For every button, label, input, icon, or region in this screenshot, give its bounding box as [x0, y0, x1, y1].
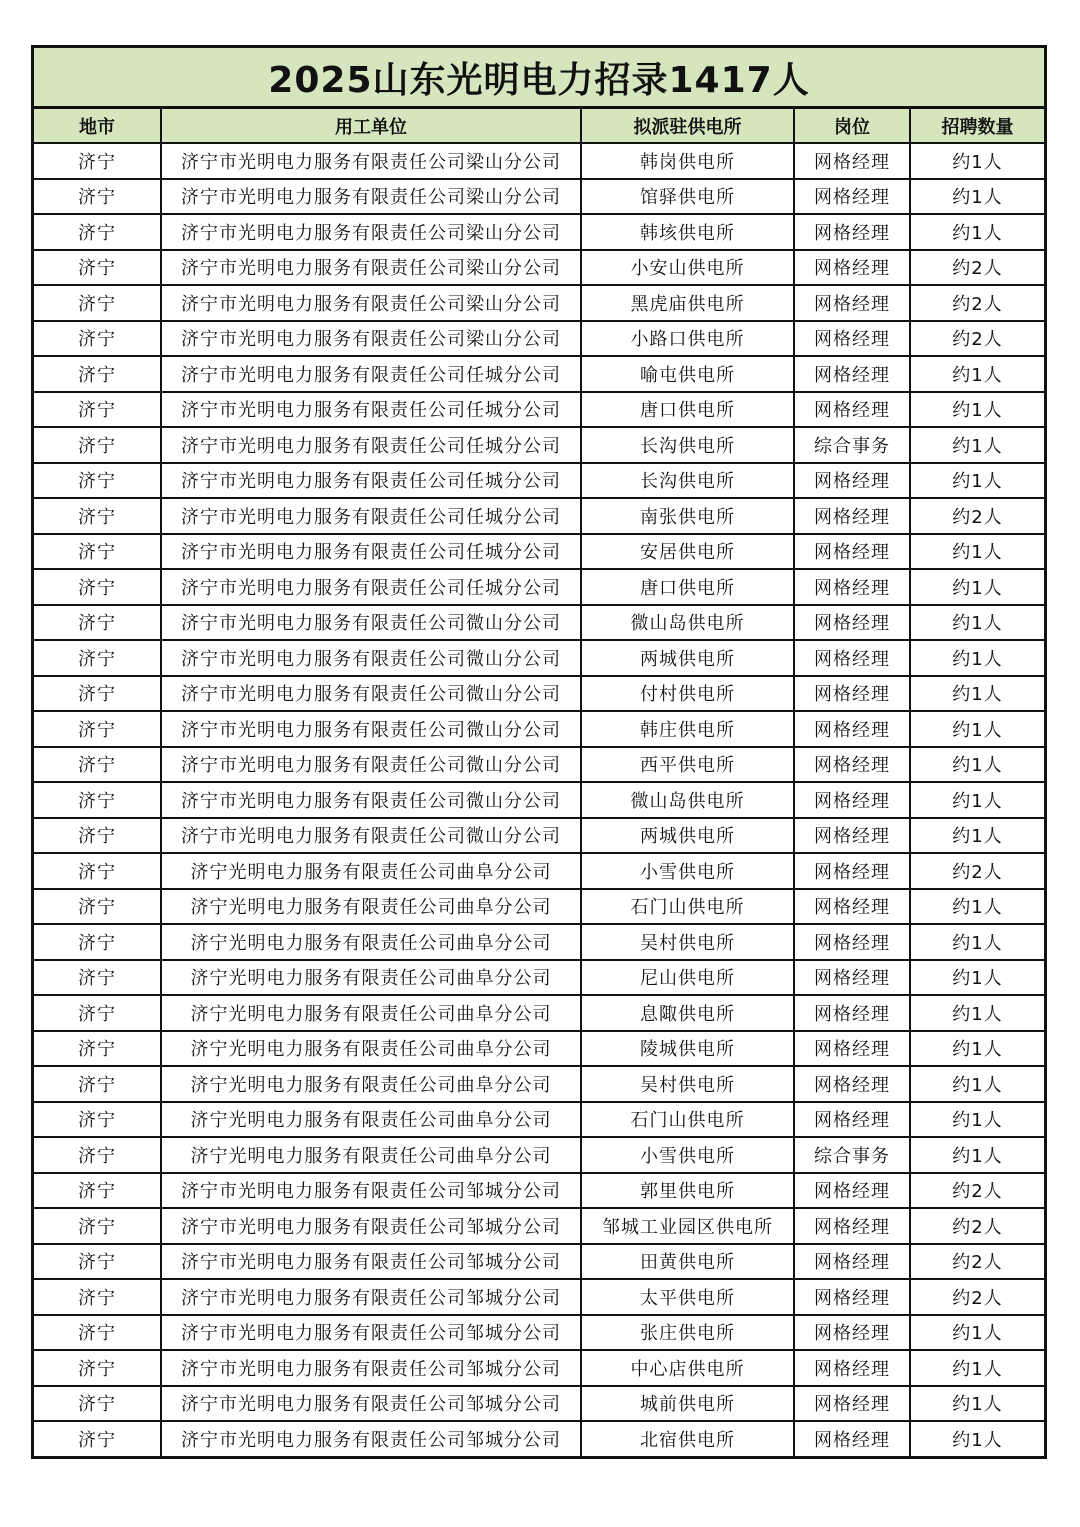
cell-position: 网格经理: [794, 1031, 910, 1067]
cell-employer: 济宁光明电力服务有限责任公司曲阜分公司: [161, 924, 581, 960]
cell-headcount: 约1人: [910, 960, 1044, 996]
cell-headcount: 约1人: [910, 640, 1044, 676]
cell-employer: 济宁市光明电力服务有限责任公司任城分公司: [161, 569, 581, 605]
cell-city: 济宁: [34, 782, 161, 818]
table-row: [34, 1350, 1044, 1386]
header-row: [34, 109, 1044, 143]
table-row: [34, 1102, 1044, 1138]
header-position: 岗位: [794, 109, 910, 143]
cell-city: 济宁: [34, 356, 161, 392]
cell-position: 综合事务: [794, 427, 910, 463]
cell-headcount: 约1人: [910, 143, 1044, 179]
cell-employer: 济宁市光明电力服务有限责任公司微山分公司: [161, 782, 581, 818]
cell-employer: 济宁市光明电力服务有限责任公司梁山分公司: [161, 250, 581, 286]
cell-position: 网格经理: [794, 285, 910, 321]
cell-city: 济宁: [34, 924, 161, 960]
cell-position: 网格经理: [794, 1173, 910, 1209]
cell-employer: 济宁市光明电力服务有限责任公司梁山分公司: [161, 179, 581, 215]
cell-position: 网格经理: [794, 250, 910, 286]
cell-station: 唐口供电所: [581, 569, 794, 605]
cell-position: 网格经理: [794, 1315, 910, 1351]
cell-headcount: 约1人: [910, 1031, 1044, 1067]
cell-station: 安居供电所: [581, 534, 794, 570]
cell-position: 网格经理: [794, 1102, 910, 1138]
cell-position: 网格经理: [794, 924, 910, 960]
table-row: [34, 285, 1044, 321]
table-row: [34, 1315, 1044, 1351]
cell-employer: 济宁光明电力服务有限责任公司曲阜分公司: [161, 1137, 581, 1173]
cell-city: 济宁: [34, 285, 161, 321]
table-row: [34, 853, 1044, 889]
cell-station: 微山岛供电所: [581, 605, 794, 641]
cell-city: 济宁: [34, 427, 161, 463]
cell-headcount: 约1人: [910, 427, 1044, 463]
cell-position: 网格经理: [794, 214, 910, 250]
cell-position: 网格经理: [794, 1386, 910, 1422]
cell-employer: 济宁市光明电力服务有限责任公司邹城分公司: [161, 1421, 581, 1456]
table-row: [34, 321, 1044, 357]
table-row: [34, 640, 1044, 676]
cell-headcount: 约1人: [910, 924, 1044, 960]
cell-city: 济宁: [34, 605, 161, 641]
cell-city: 济宁: [34, 569, 161, 605]
cell-headcount: 约1人: [910, 179, 1044, 215]
cell-city: 济宁: [34, 640, 161, 676]
cell-station: 小路口供电所: [581, 321, 794, 357]
table-row: [34, 498, 1044, 534]
table-row: [34, 995, 1044, 1031]
cell-headcount: 约1人: [910, 1137, 1044, 1173]
cell-position: 网格经理: [794, 321, 910, 357]
cell-city: 济宁: [34, 747, 161, 783]
cell-city: 济宁: [34, 889, 161, 925]
cell-city: 济宁: [34, 1350, 161, 1386]
cell-headcount: 约1人: [910, 676, 1044, 712]
cell-position: 网格经理: [794, 1066, 910, 1102]
cell-station: 两城供电所: [581, 640, 794, 676]
cell-headcount: 约1人: [910, 889, 1044, 925]
cell-position: 网格经理: [794, 1208, 910, 1244]
cell-employer: 济宁市光明电力服务有限责任公司微山分公司: [161, 640, 581, 676]
cell-employer: 济宁市光明电力服务有限责任公司任城分公司: [161, 498, 581, 534]
cell-employer: 济宁市光明电力服务有限责任公司邹城分公司: [161, 1244, 581, 1280]
table-row: [34, 1386, 1044, 1422]
table-row: [34, 924, 1044, 960]
cell-city: 济宁: [34, 818, 161, 854]
header-employer: 用工单位: [161, 109, 581, 143]
cell-station: 小安山供电所: [581, 250, 794, 286]
cell-headcount: 约1人: [910, 356, 1044, 392]
cell-employer: 济宁市光明电力服务有限责任公司微山分公司: [161, 676, 581, 712]
cell-station: 小雪供电所: [581, 853, 794, 889]
cell-position: 网格经理: [794, 640, 910, 676]
recruitment-table: [34, 109, 1044, 1456]
cell-position: 网格经理: [794, 498, 910, 534]
cell-station: 长沟供电所: [581, 427, 794, 463]
cell-position: 网格经理: [794, 569, 910, 605]
cell-city: 济宁: [34, 1102, 161, 1138]
cell-headcount: 约2人: [910, 250, 1044, 286]
cell-position: 网格经理: [794, 889, 910, 925]
cell-position: 网格经理: [794, 356, 910, 392]
cell-employer: 济宁光明电力服务有限责任公司曲阜分公司: [161, 889, 581, 925]
cell-position: 网格经理: [794, 782, 910, 818]
table-row: [34, 676, 1044, 712]
cell-employer: 济宁市光明电力服务有限责任公司任城分公司: [161, 463, 581, 499]
page-title: 2025山东光明电力招录1417人: [34, 48, 1044, 109]
table-row: [34, 356, 1044, 392]
cell-employer: 济宁市光明电力服务有限责任公司任城分公司: [161, 534, 581, 570]
cell-headcount: 约2人: [910, 1173, 1044, 1209]
table-row: [34, 1208, 1044, 1244]
cell-station: 吴村供电所: [581, 1066, 794, 1102]
cell-station: 吴村供电所: [581, 924, 794, 960]
table-row: [34, 1066, 1044, 1102]
cell-station: 尼山供电所: [581, 960, 794, 996]
cell-headcount: 约1人: [910, 569, 1044, 605]
cell-position: 网格经理: [794, 1244, 910, 1280]
cell-headcount: 约1人: [910, 1350, 1044, 1386]
cell-position: 网格经理: [794, 1421, 910, 1456]
cell-station: 黑虎庙供电所: [581, 285, 794, 321]
cell-employer: 济宁光明电力服务有限责任公司曲阜分公司: [161, 1031, 581, 1067]
cell-employer: 济宁光明电力服务有限责任公司曲阜分公司: [161, 960, 581, 996]
cell-headcount: 约2人: [910, 498, 1044, 534]
cell-station: 息陬供电所: [581, 995, 794, 1031]
cell-headcount: 约1人: [910, 747, 1044, 783]
cell-city: 济宁: [34, 1315, 161, 1351]
cell-position: 网格经理: [794, 960, 910, 996]
cell-station: 郭里供电所: [581, 1173, 794, 1209]
cell-employer: 济宁市光明电力服务有限责任公司邹城分公司: [161, 1386, 581, 1422]
table-row: [34, 250, 1044, 286]
table-row: [34, 782, 1044, 818]
cell-station: 韩庄供电所: [581, 711, 794, 747]
cell-city: 济宁: [34, 1066, 161, 1102]
table-row: [34, 143, 1044, 179]
table-row: [34, 463, 1044, 499]
header-station: 拟派驻供电所: [581, 109, 794, 143]
cell-employer: 济宁市光明电力服务有限责任公司微山分公司: [161, 711, 581, 747]
cell-position: 网格经理: [794, 853, 910, 889]
table-row: [34, 214, 1044, 250]
table-row: [34, 1137, 1044, 1173]
cell-headcount: 约1人: [910, 782, 1044, 818]
cell-station: 太平供电所: [581, 1279, 794, 1315]
cell-employer: 济宁市光明电力服务有限责任公司任城分公司: [161, 356, 581, 392]
cell-employer: 济宁市光明电力服务有限责任公司微山分公司: [161, 605, 581, 641]
cell-station: 邹城工业园区供电所: [581, 1208, 794, 1244]
table-row: [34, 1244, 1044, 1280]
cell-station: 馆驿供电所: [581, 179, 794, 215]
cell-position: 网格经理: [794, 605, 910, 641]
cell-city: 济宁: [34, 1421, 161, 1456]
cell-city: 济宁: [34, 676, 161, 712]
cell-city: 济宁: [34, 498, 161, 534]
cell-headcount: 约1人: [910, 1386, 1044, 1422]
cell-headcount: 约2人: [910, 1244, 1044, 1280]
cell-city: 济宁: [34, 250, 161, 286]
cell-employer: 济宁市光明电力服务有限责任公司邹城分公司: [161, 1208, 581, 1244]
table-row: [34, 1173, 1044, 1209]
cell-position: 网格经理: [794, 711, 910, 747]
cell-position: 网格经理: [794, 676, 910, 712]
cell-position: 网格经理: [794, 463, 910, 499]
cell-city: 济宁: [34, 463, 161, 499]
recruitment-table-sheet: [31, 45, 1047, 1459]
cell-headcount: 约2人: [910, 285, 1044, 321]
cell-city: 济宁: [34, 392, 161, 428]
cell-city: 济宁: [34, 534, 161, 570]
cell-station: 北宿供电所: [581, 1421, 794, 1456]
cell-employer: 济宁市光明电力服务有限责任公司梁山分公司: [161, 285, 581, 321]
cell-headcount: 约1人: [910, 214, 1044, 250]
table-row: [34, 960, 1044, 996]
cell-employer: 济宁市光明电力服务有限责任公司邹城分公司: [161, 1350, 581, 1386]
table-row: [34, 711, 1044, 747]
table-row: [34, 889, 1044, 925]
cell-position: 网格经理: [794, 392, 910, 428]
cell-employer: 济宁市光明电力服务有限责任公司邹城分公司: [161, 1315, 581, 1351]
cell-headcount: 约1人: [910, 605, 1044, 641]
table-row: [34, 569, 1044, 605]
cell-headcount: 约1人: [910, 1421, 1044, 1456]
cell-station: 微山岛供电所: [581, 782, 794, 818]
cell-employer: 济宁市光明电力服务有限责任公司邹城分公司: [161, 1279, 581, 1315]
cell-headcount: 约1人: [910, 1315, 1044, 1351]
cell-city: 济宁: [34, 214, 161, 250]
cell-employer: 济宁市光明电力服务有限责任公司梁山分公司: [161, 143, 581, 179]
cell-station: 石门山供电所: [581, 889, 794, 925]
cell-headcount: 约2人: [910, 1208, 1044, 1244]
cell-station: 西平供电所: [581, 747, 794, 783]
cell-position: 网格经理: [794, 534, 910, 570]
cell-employer: 济宁光明电力服务有限责任公司曲阜分公司: [161, 1102, 581, 1138]
cell-city: 济宁: [34, 853, 161, 889]
cell-station: 两城供电所: [581, 818, 794, 854]
cell-headcount: 约1人: [910, 463, 1044, 499]
cell-employer: 济宁市光明电力服务有限责任公司微山分公司: [161, 747, 581, 783]
cell-employer: 济宁市光明电力服务有限责任公司任城分公司: [161, 427, 581, 463]
cell-station: 石门山供电所: [581, 1102, 794, 1138]
cell-station: 陵城供电所: [581, 1031, 794, 1067]
cell-position: 网格经理: [794, 143, 910, 179]
cell-employer: 济宁市光明电力服务有限责任公司梁山分公司: [161, 214, 581, 250]
cell-employer: 济宁市光明电力服务有限责任公司任城分公司: [161, 392, 581, 428]
cell-employer: 济宁光明电力服务有限责任公司曲阜分公司: [161, 995, 581, 1031]
table-row: [34, 1421, 1044, 1456]
cell-headcount: 约1人: [910, 995, 1044, 1031]
cell-city: 济宁: [34, 1173, 161, 1209]
cell-headcount: 约1人: [910, 711, 1044, 747]
cell-headcount: 约1人: [910, 392, 1044, 428]
cell-headcount: 约1人: [910, 818, 1044, 854]
table-row: [34, 392, 1044, 428]
cell-station: 城前供电所: [581, 1386, 794, 1422]
cell-station: 张庄供电所: [581, 1315, 794, 1351]
cell-headcount: 约2人: [910, 1279, 1044, 1315]
cell-employer: 济宁市光明电力服务有限责任公司邹城分公司: [161, 1173, 581, 1209]
cell-city: 济宁: [34, 995, 161, 1031]
cell-city: 济宁: [34, 711, 161, 747]
cell-station: 南张供电所: [581, 498, 794, 534]
cell-position: 网格经理: [794, 747, 910, 783]
cell-city: 济宁: [34, 179, 161, 215]
cell-position: 网格经理: [794, 1350, 910, 1386]
table-row: [34, 179, 1044, 215]
header-headcount: 招聘数量: [910, 109, 1044, 143]
cell-station: 喻屯供电所: [581, 356, 794, 392]
cell-city: 济宁: [34, 1244, 161, 1280]
cell-position: 网格经理: [794, 818, 910, 854]
header-city: 地市: [34, 109, 161, 143]
cell-city: 济宁: [34, 1386, 161, 1422]
cell-city: 济宁: [34, 1279, 161, 1315]
cell-city: 济宁: [34, 321, 161, 357]
cell-station: 田黄供电所: [581, 1244, 794, 1280]
table-row: [34, 605, 1044, 641]
table-row: [34, 427, 1044, 463]
cell-station: 唐口供电所: [581, 392, 794, 428]
table-row: [34, 818, 1044, 854]
cell-position: 网格经理: [794, 179, 910, 215]
cell-headcount: 约2人: [910, 321, 1044, 357]
table-row: [34, 747, 1044, 783]
cell-city: 济宁: [34, 1137, 161, 1173]
cell-employer: 济宁市光明电力服务有限责任公司微山分公司: [161, 818, 581, 854]
cell-position: 网格经理: [794, 995, 910, 1031]
cell-station: 中心店供电所: [581, 1350, 794, 1386]
cell-employer: 济宁光明电力服务有限责任公司曲阜分公司: [161, 853, 581, 889]
cell-city: 济宁: [34, 1208, 161, 1244]
cell-station: 付村供电所: [581, 676, 794, 712]
table-row: [34, 534, 1044, 570]
cell-position: 综合事务: [794, 1137, 910, 1173]
cell-position: 网格经理: [794, 1279, 910, 1315]
cell-station: 长沟供电所: [581, 463, 794, 499]
cell-headcount: 约2人: [910, 853, 1044, 889]
table-row: [34, 1031, 1044, 1067]
table-row: [34, 1279, 1044, 1315]
cell-headcount: 约1人: [910, 534, 1044, 570]
cell-station: 韩垓供电所: [581, 214, 794, 250]
cell-station: 小雪供电所: [581, 1137, 794, 1173]
cell-headcount: 约1人: [910, 1102, 1044, 1138]
cell-employer: 济宁市光明电力服务有限责任公司梁山分公司: [161, 321, 581, 357]
cell-city: 济宁: [34, 143, 161, 179]
cell-city: 济宁: [34, 960, 161, 996]
cell-headcount: 约1人: [910, 1066, 1044, 1102]
cell-city: 济宁: [34, 1031, 161, 1067]
cell-station: 韩岗供电所: [581, 143, 794, 179]
cell-employer: 济宁光明电力服务有限责任公司曲阜分公司: [161, 1066, 581, 1102]
